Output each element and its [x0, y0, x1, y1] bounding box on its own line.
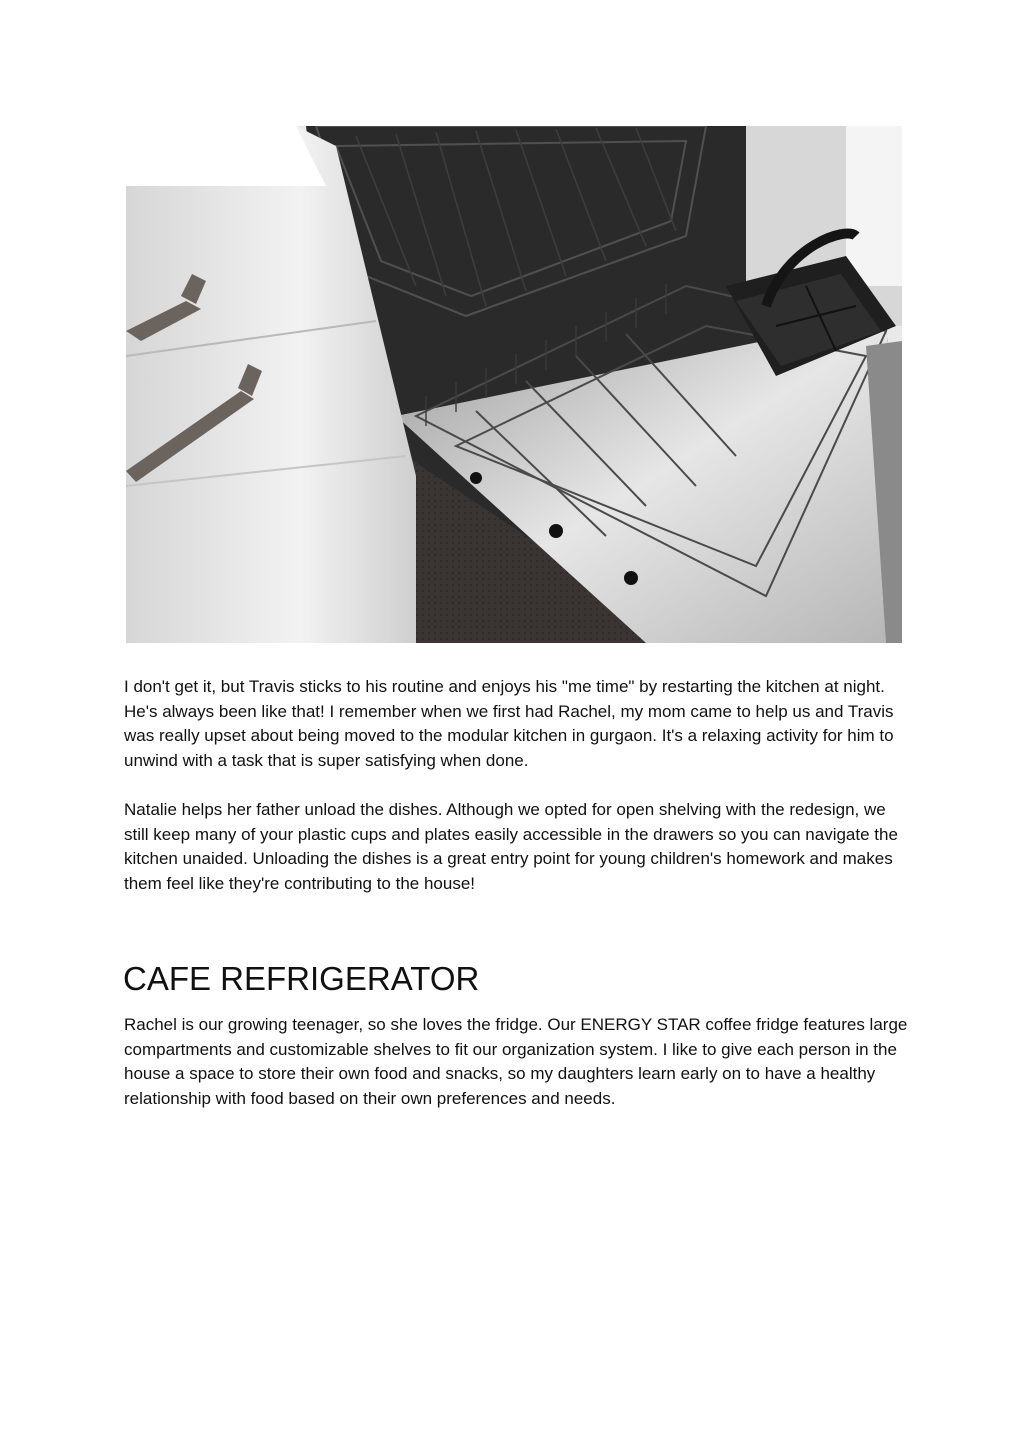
refrigerator-paragraph: Rachel is our growing teenager, so she loves the fridge. Our ENERGY STAR coffee fridge features large compartments and customizable shelves to fit our organization system. I like to give each person in the house a space to store their own food and snacks, so my daughters learn early on to have a healthy relationship with food based on their own preferences and needs.	[124, 1015, 908, 1109]
section-heading: CAFE REFRIGERATOR	[123, 960, 480, 997]
unload-dishes-paragraph: Natalie helps her father unload the dishes. Although we opted for open shelving with the redesign, we still keep many of your plastic cups and plates easily accessible in the drawers so you can navigate the kitchen unaided. Unloading the dishes is a great entry point for young children's homework and makes them feel like they're contributing to the house!	[124, 800, 898, 894]
dishwasher-photo	[126, 126, 902, 643]
intro-paragraph: I don't get it, but Travis sticks to his routine and enjoys his "me time" by restarting the kitchen at night. He's always been like that! I remember when we first had Rachel, my mom came to help us and Travis was really upset about being moved to the modular kitchen in gurgaon. It's a relaxing activity for him to unwind with a task that is super satisfying when done.	[124, 677, 894, 771]
dishwasher-illustration	[126, 126, 902, 643]
